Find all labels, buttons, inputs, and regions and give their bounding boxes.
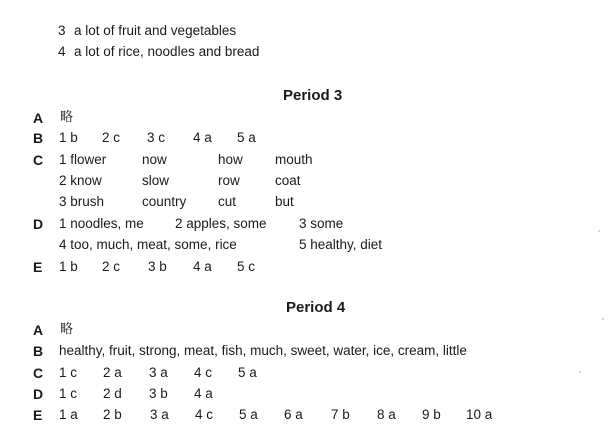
p4-c-item: 4 c [194, 365, 213, 380]
p4-e-item: 7 b [331, 407, 350, 422]
p4-e-item: 3 a [150, 407, 169, 422]
p3-e-item: 1 b [59, 259, 78, 274]
scan-speck [598, 230, 600, 232]
p4-section-d-letter: D [33, 386, 44, 402]
p4-section-c-letter: C [33, 365, 44, 381]
p3-e-item: 4 a [193, 259, 212, 274]
p4-section-b-text: healthy, fruit, strong, meat, fish, much, sweet, water, ice, cream, little [59, 343, 467, 358]
p3-section-e-letter: E [33, 259, 43, 275]
p3-d-item: 3 some [299, 216, 344, 231]
p4-section-e-letter: E [33, 407, 43, 423]
top-line-4-number: 4 [58, 44, 66, 59]
p3-c-word: but [275, 194, 294, 209]
p4-section-a-text: 略 [60, 322, 74, 337]
p4-e-item: 10 a [466, 407, 493, 422]
p3-c-word: 3 brush [59, 194, 105, 209]
p3-b-item: 3 c [147, 130, 166, 145]
p4-e-item: 5 a [239, 407, 258, 422]
top-line-3-text: a lot of fruit and vegetables [74, 23, 237, 38]
p4-e-item: 4 c [195, 407, 214, 422]
p3-c-word: now [142, 152, 167, 167]
p3-d-item: 4 too, much, meat, some, rice [59, 237, 237, 252]
p4-e-item: 8 a [377, 407, 396, 422]
p4-section-b-letter: B [33, 343, 44, 359]
p3-d-item: 5 healthy, diet [299, 237, 383, 252]
p3-section-a-letter: A [33, 110, 44, 126]
p3-e-item: 2 c [102, 259, 121, 274]
p4-e-item: 9 b [422, 407, 441, 422]
p4-d-item: 2 d [103, 386, 122, 401]
p3-e-item: 5 c [237, 259, 256, 274]
p3-d-item: 2 apples, some [175, 216, 267, 231]
top-line-3-number: 3 [58, 23, 66, 38]
p3-section-b-letter: B [33, 130, 44, 146]
p3-c-word: how [218, 152, 243, 167]
p3-c-word: row [218, 173, 240, 188]
p3-c-word: coat [275, 173, 301, 188]
p3-c-word: cut [218, 194, 237, 209]
p3-c-word: mouth [275, 152, 313, 167]
scan-speck [602, 318, 604, 320]
p3-b-item: 4 a [193, 130, 212, 145]
p3-b-item: 1 b [59, 130, 78, 145]
p4-d-item: 3 b [149, 386, 168, 401]
p4-c-item: 3 a [149, 365, 168, 380]
p3-section-a-text: 略 [60, 110, 74, 125]
p3-c-word: country [142, 194, 187, 209]
p3-section-c-letter: C [33, 152, 44, 168]
p3-d-item: 1 noodles, me [59, 216, 144, 231]
p4-c-item: 2 a [103, 365, 122, 380]
period-4-title: Period 4 [286, 299, 346, 316]
p4-c-item: 1 c [59, 365, 78, 380]
p4-section-a-letter: A [33, 322, 44, 338]
scan-speck [579, 371, 581, 373]
top-line-4-text: a lot of rice, noodles and bread [74, 44, 260, 59]
p4-c-item: 5 a [238, 365, 257, 380]
p3-c-word: slow [142, 173, 170, 188]
p4-e-item: 1 a [59, 407, 78, 422]
p3-c-word: 1 flower [59, 152, 107, 167]
period-3-title: Period 3 [283, 87, 343, 104]
p4-e-item: 2 b [103, 407, 122, 422]
p4-d-item: 1 c [59, 386, 78, 401]
p3-b-item: 2 c [102, 130, 121, 145]
p4-d-item: 4 a [194, 386, 213, 401]
p3-b-item: 5 a [237, 130, 256, 145]
p3-c-word: 2 know [59, 173, 102, 188]
p3-e-item: 3 b [148, 259, 167, 274]
p4-e-item: 6 a [284, 407, 303, 422]
p3-section-d-letter: D [33, 216, 44, 232]
